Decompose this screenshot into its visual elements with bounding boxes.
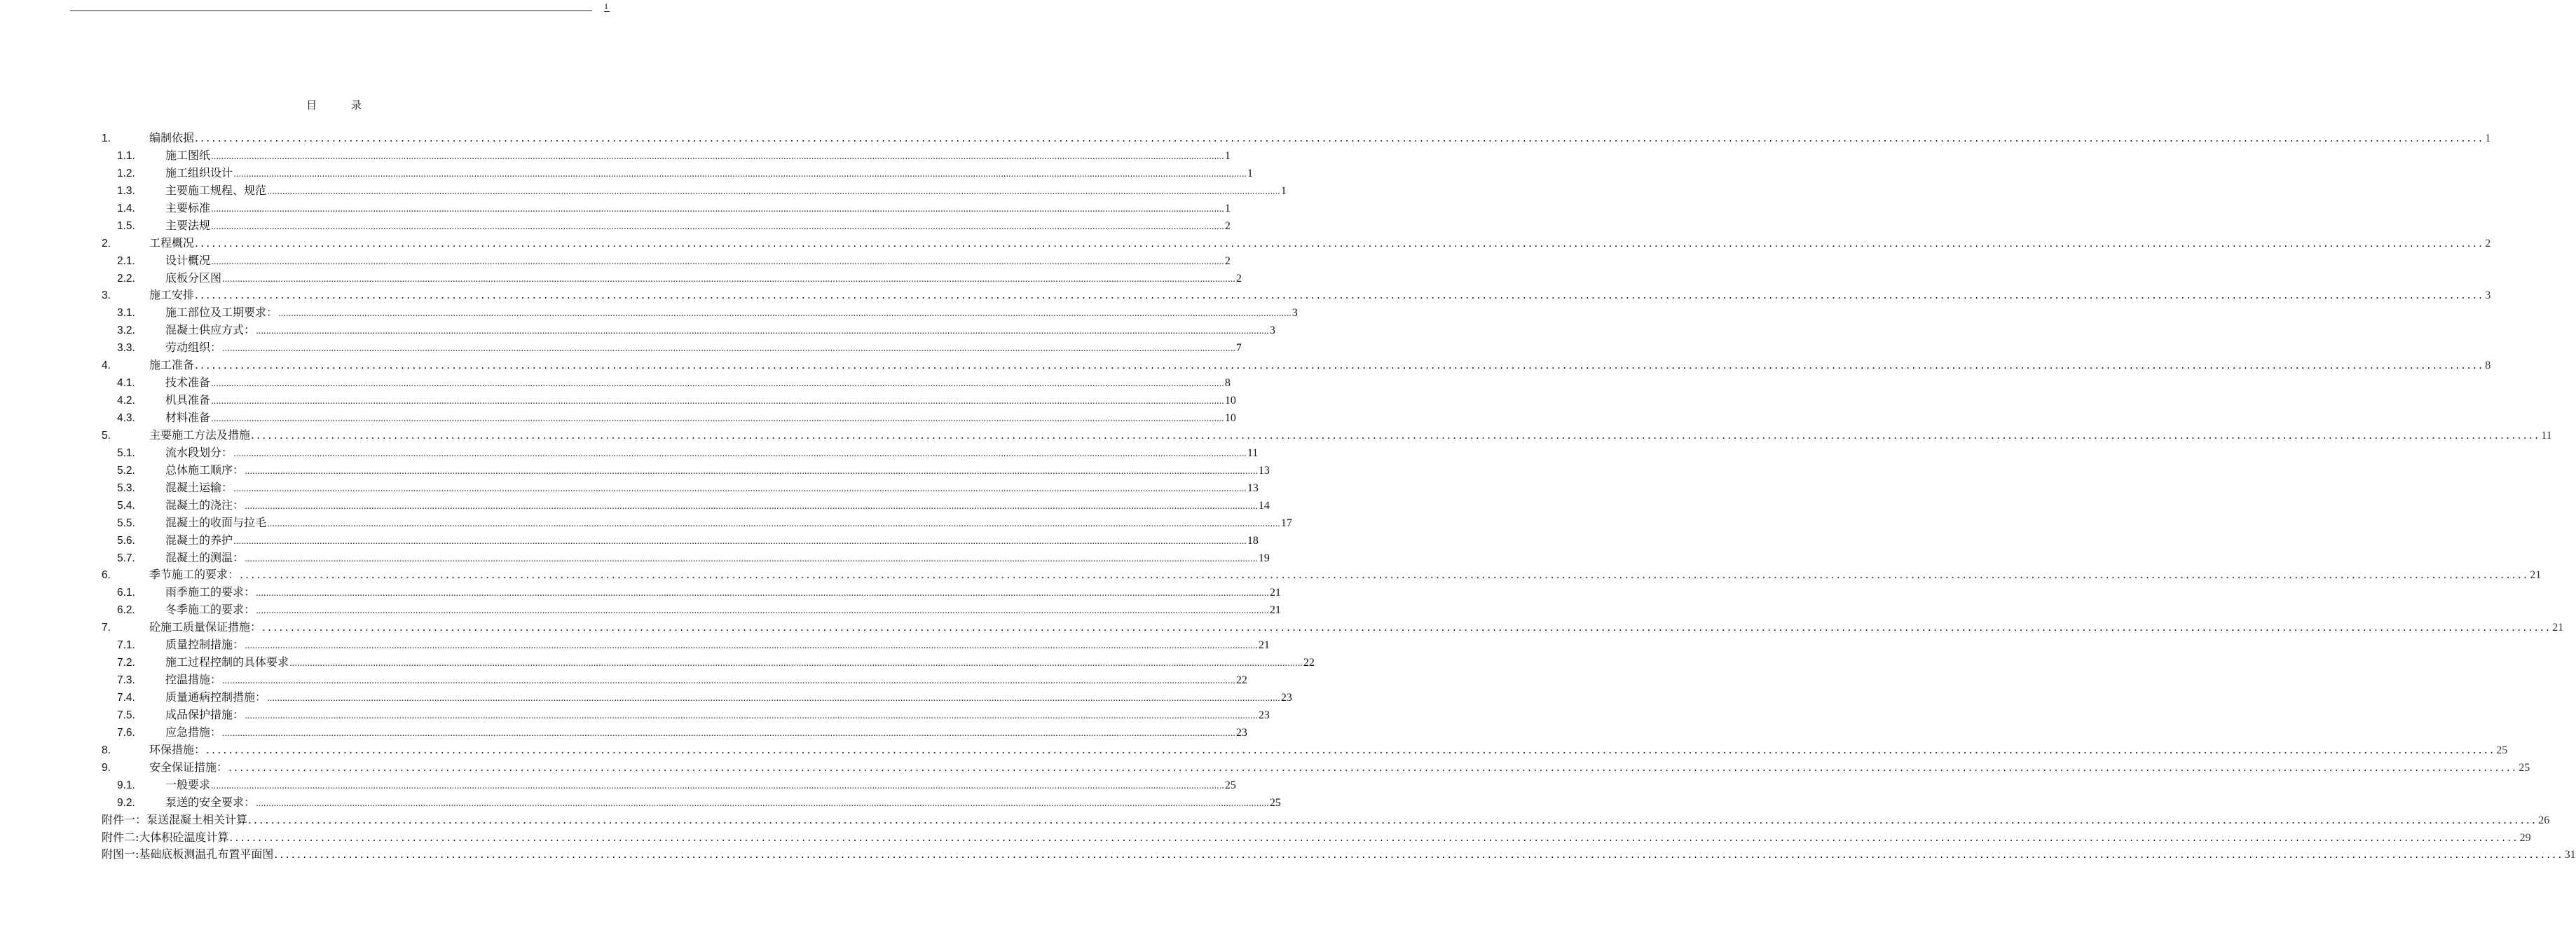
toc-entry-page: 26 xyxy=(2538,814,2550,826)
toc-entry-number: 5. xyxy=(102,429,111,442)
toc-entry-number: 6. xyxy=(102,569,111,582)
toc-entry[interactable] xyxy=(102,182,1287,200)
toc-entry[interactable] xyxy=(102,462,1270,479)
toc-entry-page: 21 xyxy=(1258,639,1270,652)
toc-entry-page: 21 xyxy=(1269,587,1281,599)
toc-entry[interactable] xyxy=(102,812,2550,829)
toc-dot-leader: ................................................................................................................................................................................................................................................................................................................................................................................................................ xyxy=(233,448,1247,458)
toc-entry[interactable] xyxy=(102,584,1281,601)
toc-entry[interactable] xyxy=(102,374,1231,392)
toc-entry-page: 21 xyxy=(1269,604,1281,617)
toc-dot-leader: ................................................................................................................................................................................................................................................................................................................................................................................................................ xyxy=(222,273,1235,284)
toc-entry[interactable] xyxy=(102,742,2508,759)
toc-entry-number: 6.1. xyxy=(117,587,135,599)
toc-entry-title: 一般要求 xyxy=(165,777,211,791)
toc-entry-page: 22 xyxy=(1235,674,1247,687)
toc-entry[interactable] xyxy=(102,706,1270,724)
toc-entry-page: 3 xyxy=(2485,289,2491,302)
toc-entry-title: 混凝土的养护 xyxy=(165,533,233,547)
toc-entry-page: 1 xyxy=(1224,149,1231,162)
toc-entry-number: 9.2. xyxy=(117,796,135,809)
toc-dot-leader: ................................................................................................................................................................................................................................................................................................................................................................................................................ xyxy=(245,553,1258,564)
toc-entry-page: 10 xyxy=(1224,395,1236,407)
toc-entry-title: 安全保证措施： xyxy=(149,760,228,774)
toc-dot-leader: ................................................................................................................................................................................................................................................................................................................................................................................................................ xyxy=(211,256,1224,266)
toc-entry[interactable] xyxy=(102,287,2491,304)
toc-entry-page: 11 xyxy=(2541,429,2552,442)
toc-dot-leader: ................................................................................................................................................................................................................................................................................................................................................................................................................ xyxy=(267,693,1280,703)
toc-entry-title: 附图一:基础底板测温孔布置平面图 xyxy=(102,847,274,861)
toc-entry[interactable] xyxy=(102,270,1242,287)
toc-entry-title: 施工图纸 xyxy=(165,148,211,162)
toc-entry-number: 7.2. xyxy=(117,657,135,669)
header-page-number: 1 xyxy=(604,1,608,11)
toc-entry-page: 1 xyxy=(1247,167,1253,179)
toc-entry-title: 材料准备 xyxy=(165,411,211,424)
toc-entry-number: 7. xyxy=(102,622,111,634)
toc-dot-leader: ................................................................................................................................................................................................................................................................................................................................................................................................................ xyxy=(245,465,1258,476)
toc-entry-number: 1.4. xyxy=(117,202,135,214)
header-page-number-underline xyxy=(604,11,610,12)
toc-entry[interactable] xyxy=(102,339,1242,357)
toc-entry-number: 7.3. xyxy=(117,674,135,687)
toc-entry-number: 1.1. xyxy=(117,149,135,162)
toc-entry-page: 7 xyxy=(1235,342,1242,355)
toc-entry[interactable] xyxy=(102,357,2491,374)
toc-entry[interactable] xyxy=(102,427,2552,444)
toc-entry[interactable] xyxy=(102,532,1259,550)
toc-entry[interactable] xyxy=(102,497,1270,514)
toc-entry-number: 3.2. xyxy=(117,325,135,337)
toc-entry-number: 2.2. xyxy=(117,272,135,285)
toc-entry-page: 25 xyxy=(1224,779,1236,791)
toc-entry-number: 7.4. xyxy=(117,692,135,704)
toc-entry-page: 11 xyxy=(1247,446,1259,459)
toc-entry-number: 9.1. xyxy=(117,779,135,791)
toc-entry-title: 泵送的安全要求： xyxy=(165,795,256,809)
toc-entry-number: 1.3. xyxy=(117,184,135,197)
toc-entry-number: 6.2. xyxy=(117,604,135,617)
toc-entry-title: 底板分区图 xyxy=(165,271,222,285)
toc-entry-number: 4.1. xyxy=(117,377,135,390)
toc-dot-leader: ................................................................................................................................................................................................................................................................................................................................................................................................................ xyxy=(267,518,1280,528)
toc-entry[interactable] xyxy=(102,619,2564,636)
toc-entry-page: 23 xyxy=(1235,726,1247,739)
toc-entry[interactable] xyxy=(102,304,1298,322)
toc-dot-leader: ................................................................................................................................................................................................................................................................................................................................................................................................................ xyxy=(251,428,2541,442)
toc-dot-leader: ................................................................................................................................................................................................................................................................................................................................................................................................................ xyxy=(278,308,1292,319)
toc-dot-leader: ................................................................................................................................................................................................................................................................................................................................................................................................................ xyxy=(195,359,2485,372)
toc-dot-leader: ................................................................................................................................................................................................................................................................................................................................................................................................................ xyxy=(245,500,1258,511)
toc-entry[interactable] xyxy=(102,724,1247,742)
toc-dot-leader: ................................................................................................................................................................................................................................................................................................................................................................................................................ xyxy=(222,343,1235,354)
toc-dot-leader: ................................................................................................................................................................................................................................................................................................................................................................................................................ xyxy=(211,378,1224,389)
toc-title: 目 录 xyxy=(306,99,377,111)
toc-dot-leader: ................................................................................................................................................................................................................................................................................................................................................................................................................ xyxy=(195,132,2485,144)
toc-entry-page: 22 xyxy=(1303,657,1315,669)
toc-entry[interactable] xyxy=(102,829,2531,847)
toc-entry-title: 控温措施： xyxy=(165,673,222,687)
toc-entry-title: 施工部位及工期要求： xyxy=(165,306,278,320)
toc-entry-number: 7.5. xyxy=(117,709,135,721)
toc-dot-leader: ................................................................................................................................................................................................................................................................................................................................................................................................................ xyxy=(211,203,1224,214)
toc-dot-leader: ................................................................................................................................................................................................................................................................................................................................................................................................................ xyxy=(222,728,1235,738)
toc-entry-page: 3 xyxy=(1292,307,1298,320)
toc-entry-page: 25 xyxy=(2519,761,2530,774)
toc-entry[interactable] xyxy=(102,409,1236,427)
toc-entry-page: 13 xyxy=(1258,464,1270,477)
toc-entry-title: 施工过程控制的具体要求 xyxy=(165,655,289,669)
toc-entry[interactable] xyxy=(102,479,1259,497)
toc-entry[interactable] xyxy=(102,777,1236,794)
toc-entry-number: 2.1. xyxy=(117,254,135,267)
toc-entry[interactable] xyxy=(102,235,2491,252)
toc-entry-title: 砼施工质量保证措施： xyxy=(149,620,262,634)
toc-entry-page: 8 xyxy=(1224,377,1231,390)
toc-entry-page: 17 xyxy=(1280,517,1292,529)
toc-entry-title: 总体施工顺序： xyxy=(165,463,245,477)
toc-dot-leader: ................................................................................................................................................................................................................................................................................................................................................................................................................ xyxy=(233,483,1247,493)
toc-dot-leader: ................................................................................................................................................................................................................................................................................................................................................................................................................ xyxy=(233,535,1247,546)
toc-entry[interactable] xyxy=(102,550,1270,567)
toc-entry-page: 25 xyxy=(1269,796,1281,809)
toc-entry[interactable] xyxy=(102,217,1231,235)
toc-entry-title: 环保措施： xyxy=(149,742,206,756)
toc-dot-leader: ................................................................................................................................................................................................................................................................................................................................................................................................................ xyxy=(211,396,1224,407)
toc-entry-page: 18 xyxy=(1247,534,1259,547)
toc-dot-leader: ................................................................................................................................................................................................................................................................................................................................................................................................................ xyxy=(240,568,2530,582)
toc-dot-leader: ................................................................................................................................................................................................................................................................................................................................................................................................................ xyxy=(274,848,2564,861)
toc-entry[interactable] xyxy=(102,636,1270,654)
toc-entry-number: 5.3. xyxy=(117,482,135,494)
toc-entry-number: 8. xyxy=(102,744,111,756)
toc-entry-number: 9. xyxy=(102,761,111,774)
toc-entry-title: 设计概况 xyxy=(165,253,211,267)
toc-dot-leader: ................................................................................................................................................................................................................................................................................................................................................................................................................ xyxy=(245,710,1258,721)
toc-entry-title: 流水段划分： xyxy=(165,445,233,459)
toc-entry-number: 3. xyxy=(102,289,111,302)
toc-entry[interactable] xyxy=(102,671,1247,689)
toc-entry-page: 31 xyxy=(2564,849,2576,861)
toc-dot-leader: ................................................................................................................................................................................................................................................................................................................................................................................................................ xyxy=(195,289,2485,302)
toc-entry-title: 劳动组织： xyxy=(165,341,222,355)
toc-entry-title: 施工准备 xyxy=(149,358,195,372)
toc-dot-leader: ................................................................................................................................................................................................................................................................................................................................................................................................................ xyxy=(211,414,1224,423)
toc-entry-number: 2. xyxy=(102,237,111,250)
toc-entry-title: 主要施工规程、规范 xyxy=(165,183,267,197)
toc-entry-title: 混凝土的测温： xyxy=(165,550,245,564)
toc-entry-page: 2 xyxy=(2485,237,2491,250)
toc-entry[interactable] xyxy=(102,514,1292,532)
toc-entry-number: 5.1. xyxy=(117,446,135,459)
toc-entry-page: 2 xyxy=(1224,219,1231,232)
toc-entry-number: 5.2. xyxy=(117,464,135,477)
toc-entry-title: 机具准备 xyxy=(165,393,211,407)
toc-dot-leader: ................................................................................................................................................................................................................................................................................................................................................................................................................ xyxy=(195,236,2485,250)
toc-entry[interactable] xyxy=(102,147,1231,165)
toc-entry[interactable] xyxy=(102,846,2576,863)
toc-entry-title: 工程概况 xyxy=(149,235,195,250)
toc-entry[interactable] xyxy=(102,165,1253,182)
toc-entry-page: 2 xyxy=(1235,272,1242,285)
toc-entry-page: 1 xyxy=(1224,202,1231,214)
toc-entry[interactable] xyxy=(102,444,1259,462)
toc-entry[interactable] xyxy=(102,392,1236,409)
toc-entry-page: 23 xyxy=(1258,709,1270,721)
toc-entry-title: 混凝土的收面与拉毛 xyxy=(165,515,267,529)
toc-entry-page: 2 xyxy=(1224,254,1231,267)
toc-entry-number: 7.1. xyxy=(117,639,135,652)
toc-dot-leader: ................................................................................................................................................................................................................................................................................................................................................................................................................ xyxy=(267,186,1280,196)
toc-entry-number: 1. xyxy=(102,132,111,144)
toc-entry-number: 1.5. xyxy=(117,219,135,232)
toc-entry-number: 1.2. xyxy=(117,167,135,179)
toc-entry-title: 主要施工方法及措施 xyxy=(149,428,251,442)
toc-entry-title: 混凝土的浇注： xyxy=(165,498,245,512)
toc-entry-title: 冬季施工的要求： xyxy=(165,603,256,617)
toc-entry[interactable] xyxy=(102,601,1281,619)
toc-dot-leader: ................................................................................................................................................................................................................................................................................................................................................................................................................ xyxy=(211,780,1224,791)
toc-entry-number: 5.4. xyxy=(117,499,135,512)
toc-entry-title: 附件一：泵送混凝土相关计算 xyxy=(102,812,248,826)
toc-dot-leader: ................................................................................................................................................................................................................................................................................................................................................................................................................ xyxy=(222,676,1235,686)
toc-entry-page: 13 xyxy=(1247,482,1259,494)
toc-entry[interactable] xyxy=(102,566,2542,584)
toc-dot-leader: ................................................................................................................................................................................................................................................................................................................................................................................................................ xyxy=(256,606,1269,616)
toc-dot-leader: ................................................................................................................................................................................................................................................................................................................................................................................................................ xyxy=(229,831,2519,844)
toc-entry-title: 施工安排 xyxy=(149,288,195,302)
toc-entry-number: 4.3. xyxy=(117,412,135,424)
toc-entry-title: 混凝土供应方式： xyxy=(165,323,256,337)
toc-dot-leader: ................................................................................................................................................................................................................................................................................................................................................................................................................ xyxy=(233,168,1247,179)
toc-entry[interactable] xyxy=(102,654,1315,671)
toc-entry-title: 技术准备 xyxy=(165,376,211,390)
toc-entry-number: 5.5. xyxy=(117,517,135,529)
toc-entry-title: 编制依据 xyxy=(149,131,195,144)
toc-entry-title: 应急措施： xyxy=(165,725,222,739)
toc-entry-page: 29 xyxy=(2519,831,2531,844)
toc-dot-leader: ................................................................................................................................................................................................................................................................................................................................................................................................................ xyxy=(256,326,1269,336)
toc-entry-title: 主要法规 xyxy=(165,218,211,232)
toc-dot-leader: ................................................................................................................................................................................................................................................................................................................................................................................................................ xyxy=(228,760,2519,774)
toc-entry-title: 主要标准 xyxy=(165,200,211,214)
toc-entry-page: 23 xyxy=(1280,692,1292,704)
toc-entry-page: 25 xyxy=(2496,744,2508,756)
toc-entry-page: 10 xyxy=(1224,412,1236,424)
toc-entry[interactable] xyxy=(102,689,1292,706)
toc-entry-number: 5.6. xyxy=(117,534,135,547)
toc-entry-number: 3.1. xyxy=(117,307,135,320)
toc-dot-leader: ................................................................................................................................................................................................................................................................................................................................................................................................................ xyxy=(289,658,1303,669)
toc-entry[interactable] xyxy=(102,200,1231,217)
toc-entry-title: 雨季施工的要求： xyxy=(165,585,256,599)
toc-entry-title: 混凝土运输： xyxy=(165,480,233,494)
toc-dot-leader: ................................................................................................................................................................................................................................................................................................................................................................................................................ xyxy=(245,641,1258,651)
toc-entry-page: 14 xyxy=(1258,499,1270,512)
toc-entry-title: 施工组织设计 xyxy=(165,165,233,179)
toc-entry-page: 8 xyxy=(2485,360,2491,372)
toc-dot-leader: ................................................................................................................................................................................................................................................................................................................................................................................................................ xyxy=(256,588,1269,599)
toc-entry[interactable] xyxy=(102,794,1281,812)
toc-dot-leader: ................................................................................................................................................................................................................................................................................................................................................................................................................ xyxy=(248,813,2538,826)
toc-entry[interactable] xyxy=(102,322,1275,339)
toc-entry-page: 19 xyxy=(1258,552,1270,564)
toc-entry-title: 质量通病控制措施： xyxy=(165,690,267,704)
toc-entry[interactable] xyxy=(102,759,2530,777)
toc-entry-number: 3.3. xyxy=(117,342,135,355)
toc-entry-title: 附件二:大体积砼温度计算 xyxy=(102,830,229,844)
toc-entry-number: 7.6. xyxy=(117,726,135,739)
toc-entry-number: 4.2. xyxy=(117,395,135,407)
table-of-contents xyxy=(102,130,2576,863)
toc-entry-page: 1 xyxy=(2485,132,2491,144)
toc-entry[interactable] xyxy=(102,130,2491,147)
toc-entry-number: 4. xyxy=(102,360,111,372)
toc-entry-page: 21 xyxy=(2530,569,2542,582)
toc-dot-leader: ................................................................................................................................................................................................................................................................................................................................................................................................................ xyxy=(256,798,1269,808)
toc-entry-page: 21 xyxy=(2552,622,2564,634)
toc-dot-leader: ................................................................................................................................................................................................................................................................................................................................................................................................................ xyxy=(262,621,2552,634)
toc-dot-leader: ................................................................................................................................................................................................................................................................................................................................................................................................................ xyxy=(211,151,1224,161)
toc-entry-page: 1 xyxy=(1280,184,1287,197)
toc-entry[interactable] xyxy=(102,252,1231,270)
toc-dot-leader: ................................................................................................................................................................................................................................................................................................................................................................................................................ xyxy=(206,743,2496,756)
toc-entry-page: 3 xyxy=(1269,325,1275,337)
toc-dot-leader: ................................................................................................................................................................................................................................................................................................................................................................................................................ xyxy=(211,221,1224,231)
toc-entry-title: 质量控制措施： xyxy=(165,638,245,652)
toc-entry-title: 成品保护措施： xyxy=(165,707,245,721)
toc-entry-number: 5.7. xyxy=(117,552,135,564)
toc-entry-title: 季节施工的要求： xyxy=(149,568,240,582)
